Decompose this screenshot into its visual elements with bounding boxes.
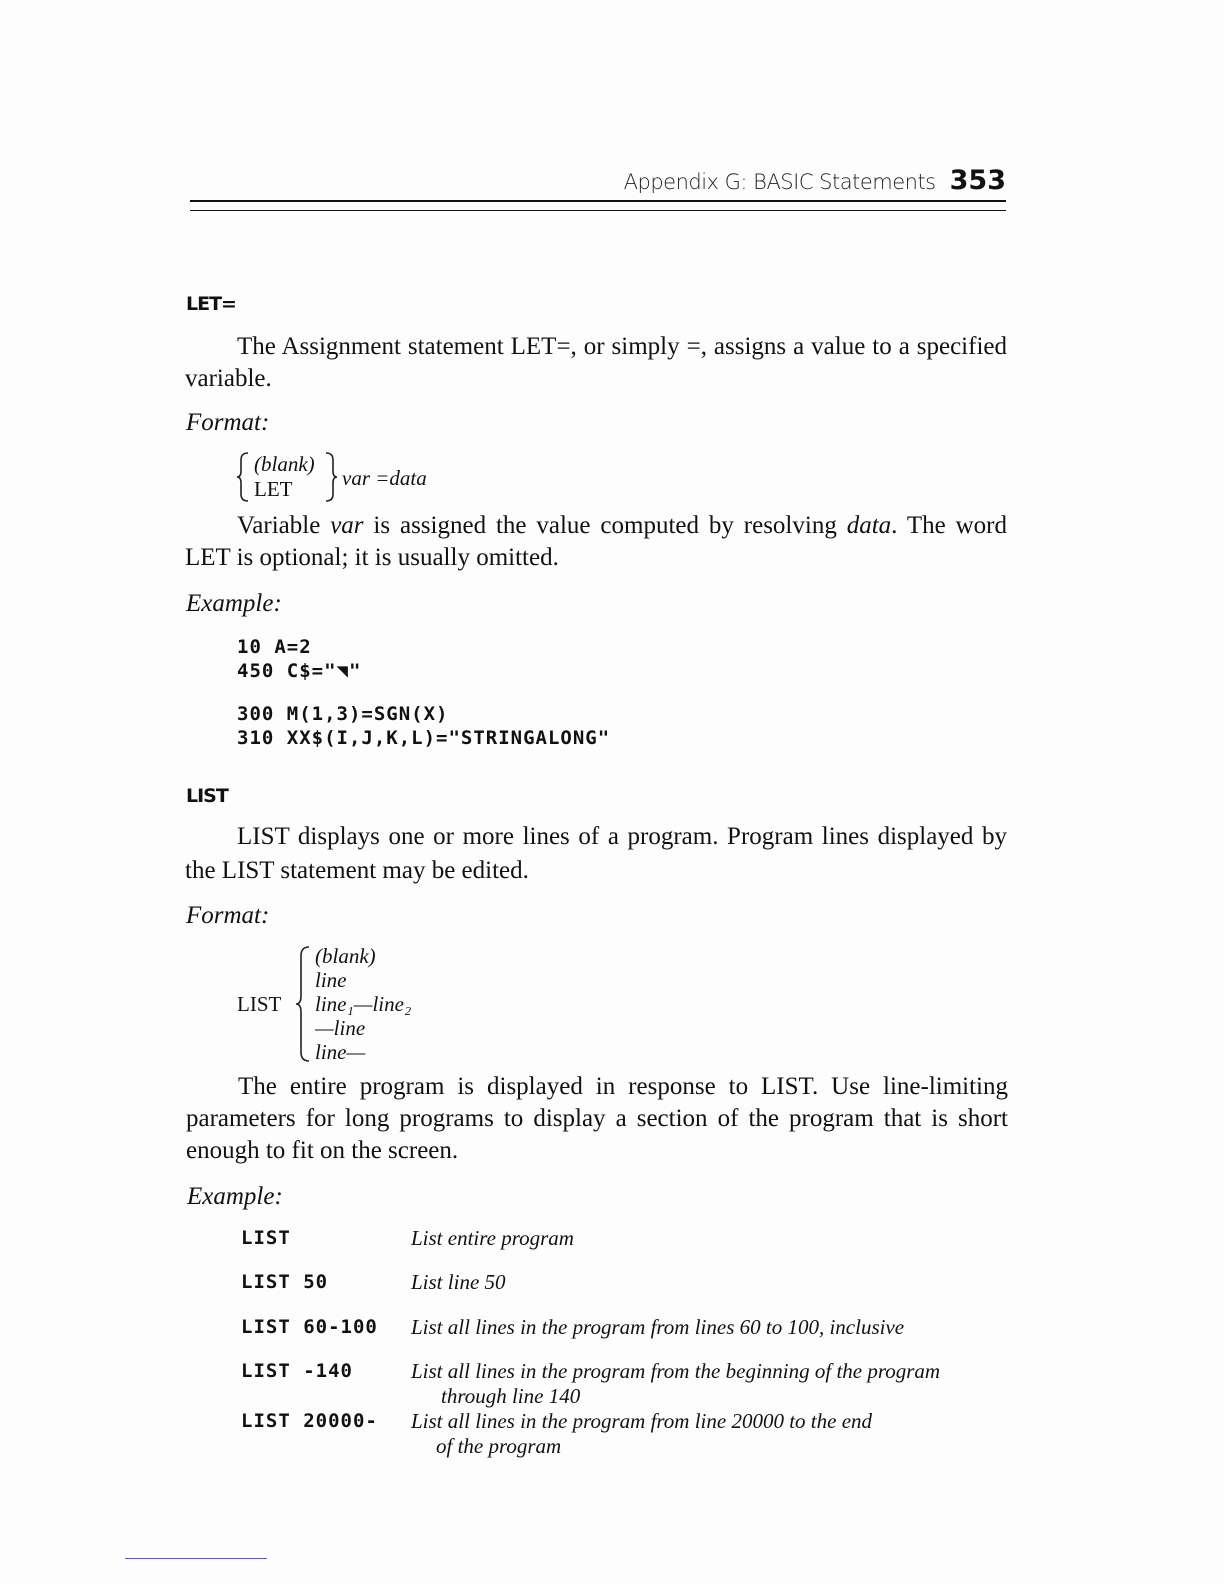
example-description: List entire program (411, 1226, 574, 1250)
left-brace (295, 946, 311, 1062)
list-description: The entire program is displayed in response to LIST. Use line-limiting parameters for long programs to display a section of the program that is short enough to fit on the screen. (186, 1073, 1008, 1164)
let-intro: The Assignment statement LET=, or simply =, assigns a value to a specified variable. (185, 333, 1007, 392)
format-option: line (315, 968, 347, 992)
example-description: List all lines in the program from lines 60 to 100, inclusive (411, 1315, 905, 1339)
data-term: data (846, 512, 892, 539)
right-brace (324, 452, 338, 502)
let-example-label: Example: (186, 590, 282, 617)
let-format-syntax (236, 450, 476, 504)
format-rest: var =data (342, 466, 427, 490)
left-brace (236, 452, 250, 502)
format-option: (blank) (254, 452, 315, 476)
example-command: LIST 60-100 (241, 1316, 378, 1338)
list-example-label: Example: (187, 1183, 283, 1210)
code-line: 300 M(1,3)=SGN(X) (237, 703, 449, 725)
example-description: List all lines in the program from the beginning of the program (411, 1359, 941, 1383)
list-format-syntax (237, 942, 457, 1066)
text: . The word LET is optional; it is usually omitted. (185, 512, 1007, 571)
page-number: 353 (949, 165, 1006, 196)
example-description-cont: of the program (436, 1434, 562, 1458)
running-header: Appendix G: BASIC Statements (623, 170, 936, 194)
running-header-bar (624, 166, 1006, 197)
header-rule (190, 200, 1006, 202)
code-line: 10 A=2 (237, 636, 312, 658)
example-command: LIST 20000- (241, 1410, 378, 1432)
section-heading-let: LET= (186, 293, 236, 315)
code-line: 450 C$="◥" (237, 660, 362, 682)
footer-mark (125, 1558, 267, 1559)
example-description-cont: through line 140 (441, 1384, 581, 1408)
let-description (185, 510, 1007, 574)
text: is assigned the value computed by resolving (363, 512, 847, 539)
var-term: var (330, 512, 364, 539)
list-format-label: Format: (186, 902, 270, 929)
text: Variable (237, 512, 331, 539)
example-command: LIST (241, 1227, 291, 1249)
list-intro: LIST displays one or more lines of a program. Program lines displayed by the LIST statement may be edited. (185, 823, 1007, 884)
let-format-label: Format: (186, 409, 270, 436)
code-line: 310 XX$(I,J,K,L)="STRINGALONG" (237, 727, 611, 749)
example-description: List all lines in the program from line 20000 to the end (411, 1409, 873, 1433)
format-option: —line (315, 1016, 366, 1040)
header-rule-thin (190, 210, 1006, 211)
format-option: line— (315, 1040, 366, 1064)
example-command: LIST 50 (241, 1271, 329, 1293)
format-keyword: LIST (237, 992, 282, 1016)
example-command: LIST -140 (241, 1360, 353, 1382)
format-option: line₁—line₂ (315, 992, 412, 1016)
section-heading-list: LIST (186, 785, 228, 807)
example-description: List line 50 (411, 1270, 506, 1294)
format-option: LET (254, 477, 293, 501)
format-option: (blank) (315, 944, 376, 968)
